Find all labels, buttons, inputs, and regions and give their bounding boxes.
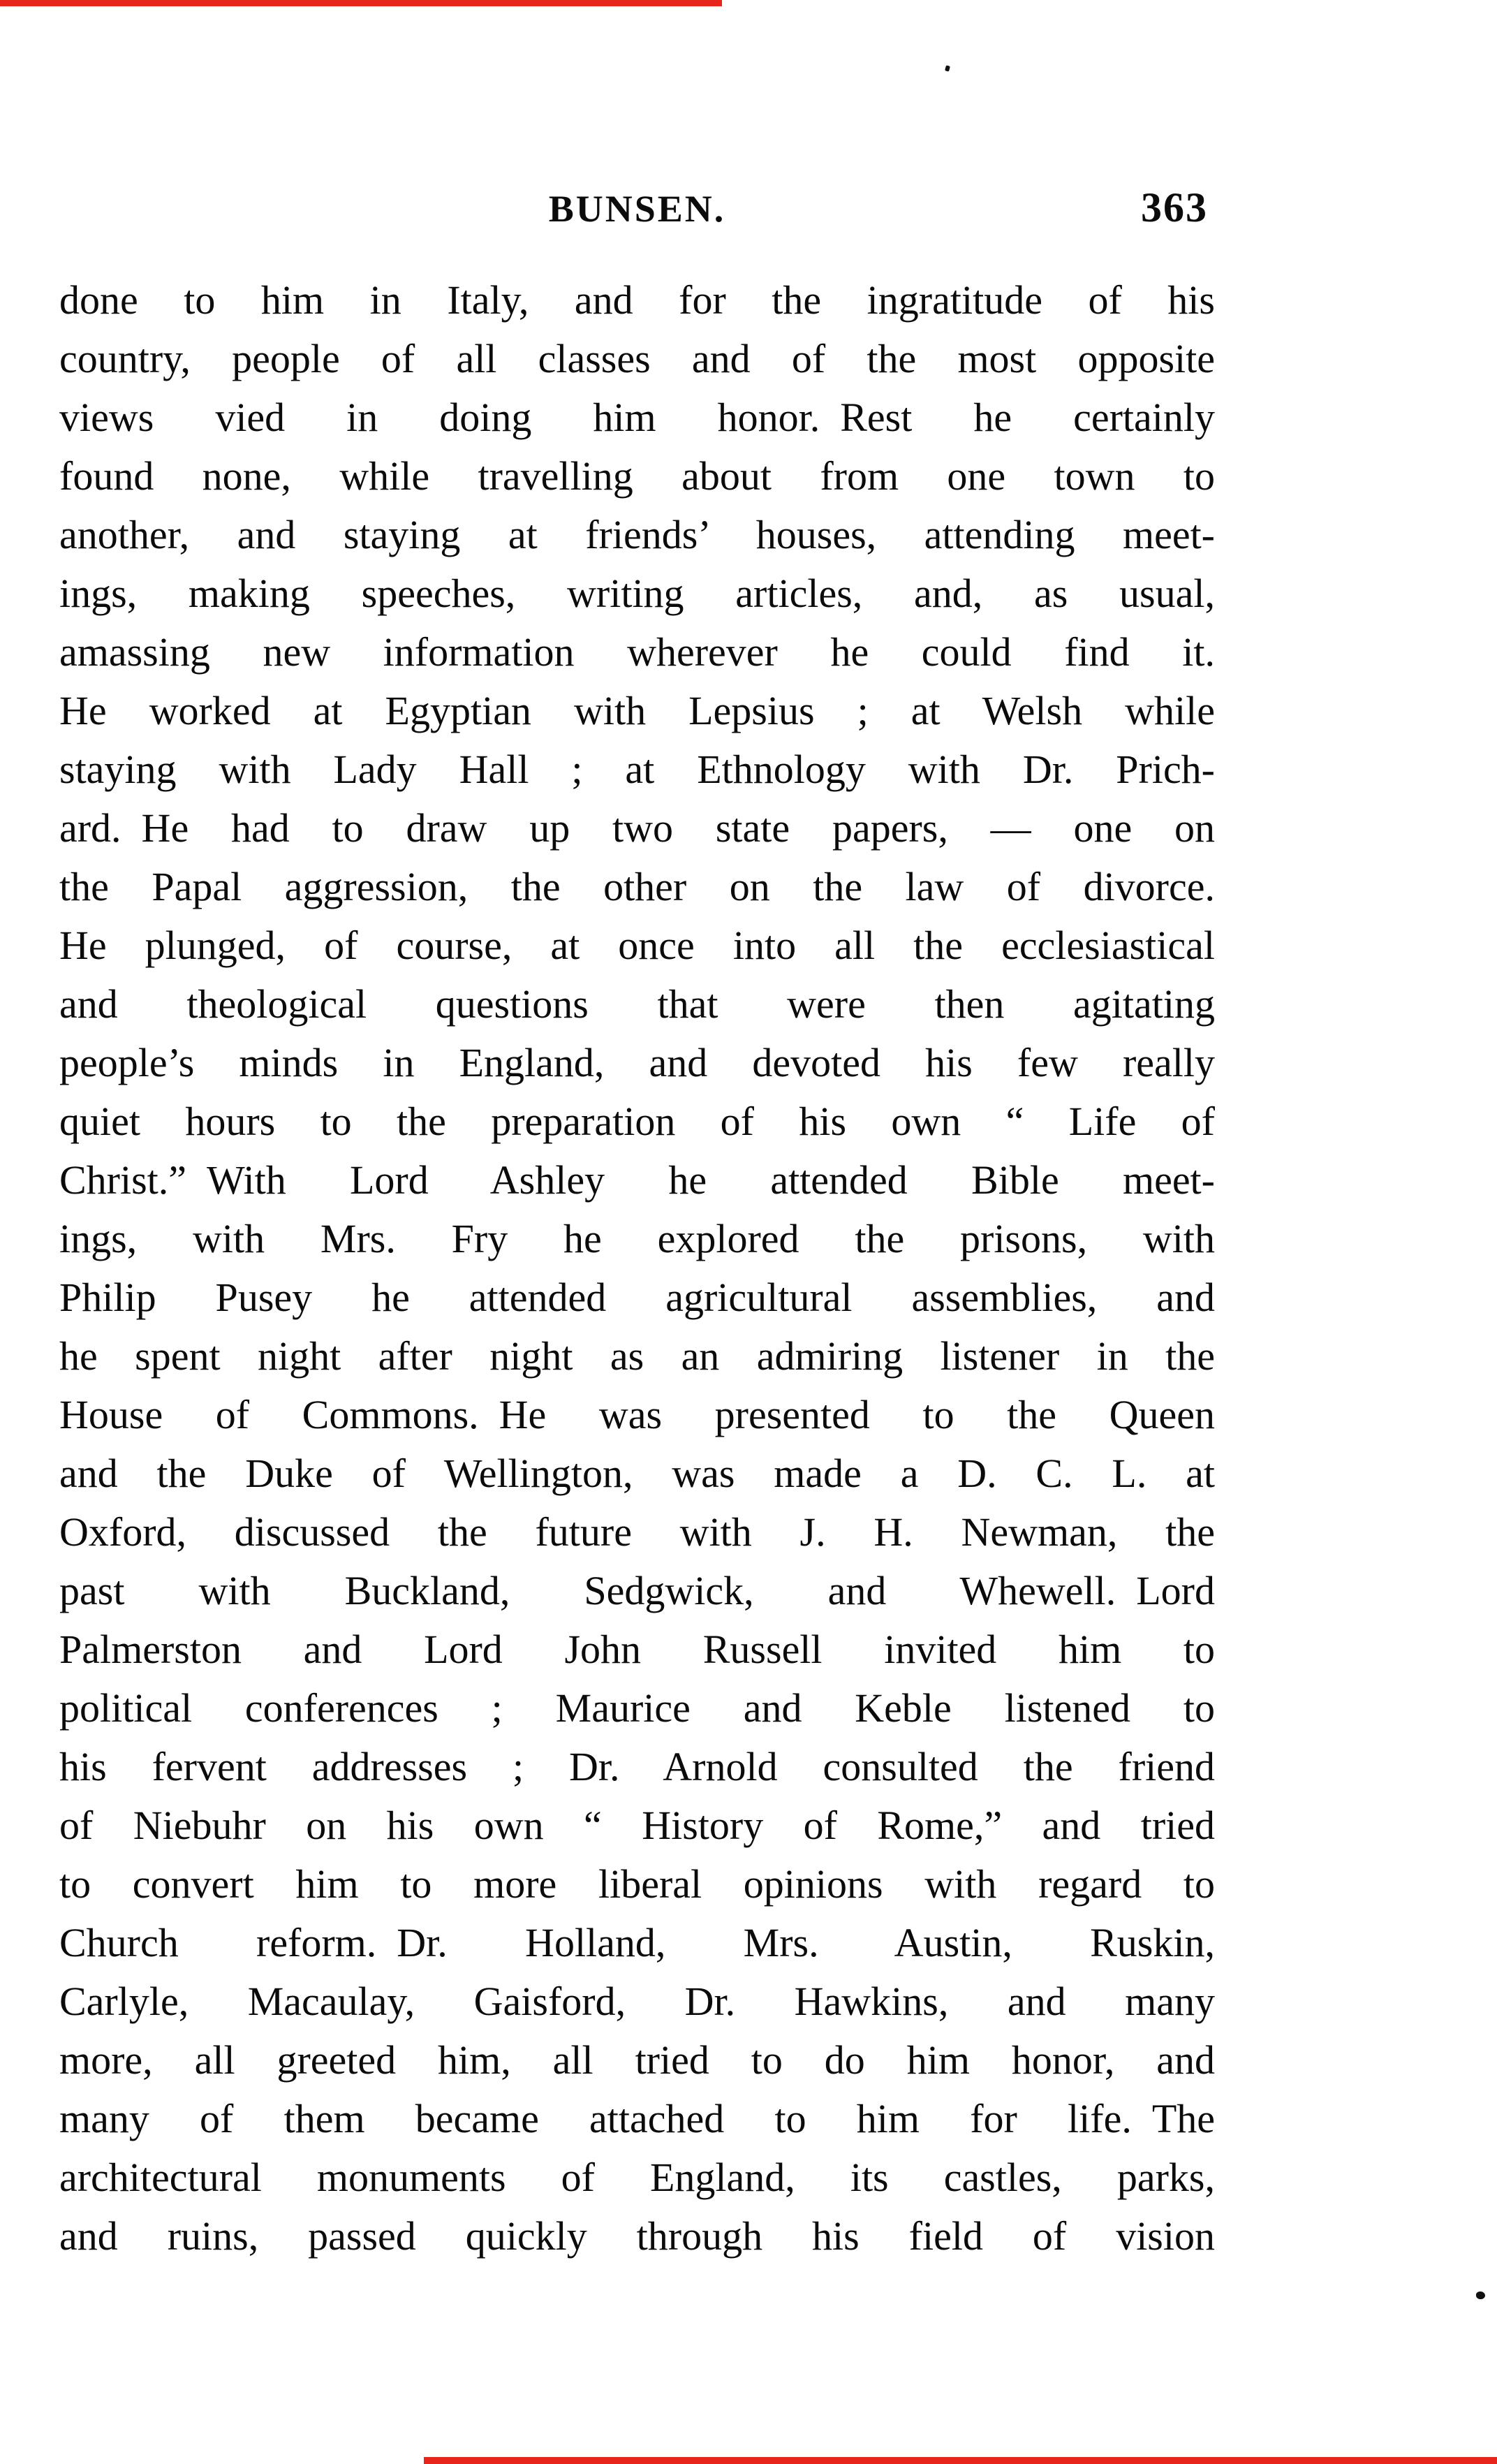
text-line: done to him in Italy, and for the ingratitude of his: [59, 277, 1215, 323]
text-line: House of Commons. He was presented to the Queen: [59, 1392, 1215, 1437]
text-line: the Papal aggression, the other on the law of divorce.: [59, 864, 1215, 909]
text-line: political conferences ; Maurice and Keble listened to: [59, 1685, 1215, 1731]
scan-artifact-bottom-bar: [424, 2457, 1497, 2464]
text-line: past with Buckland, Sedgwick, and Whewell. Lord: [59, 1568, 1215, 1613]
text-line: many of them became attached to him for life. The: [59, 2096, 1215, 2141]
text-line: Church reform. Dr. Holland, Mrs. Austin, Ruskin,: [59, 1920, 1215, 1965]
text-line: he spent night after night as an admiring listener in the: [59, 1333, 1215, 1379]
text-line: He plunged, of course, at once into all the ecclesiastical: [59, 923, 1215, 968]
text-line: Oxford, discussed the future with J. H. Newman, the: [59, 1509, 1215, 1555]
text-line: Christ.” With Lord Ashley he attended Bible meet-: [59, 1157, 1215, 1203]
text-line: He worked at Egyptian with Lepsius ; at Welsh while: [59, 688, 1215, 733]
text-line: architectural monuments of England, its castles, parks,: [59, 2155, 1215, 2200]
text-line: Philip Pusey he attended agricultural assemblies, and: [59, 1275, 1215, 1320]
running-header-title: BUNSEN.: [548, 188, 726, 230]
text-line: ings, making speeches, writing articles, and, as usual,: [59, 571, 1215, 616]
text-line: more, all greeted him, all tried to do him honor, and: [59, 2037, 1215, 2083]
text-line: ings, with Mrs. Fry he explored the prisons, with: [59, 1216, 1215, 1261]
ink-speck-top: [945, 65, 950, 71]
text-line: of Niebuhr on his own “ History of Rome,” and tried: [59, 1803, 1215, 1848]
text-line: staying with Lady Hall ; at Ethnology with Dr. Prich-: [59, 747, 1215, 792]
text-line: and ruins, passed quickly through his field of vision: [59, 2213, 1215, 2259]
text-line: amassing new information wherever he could find it.: [59, 629, 1215, 675]
text-line: another, and staying at friends’ houses, attending meet-: [59, 512, 1215, 557]
text-line: his fervent addresses ; Dr. Arnold consulted the friend: [59, 1744, 1215, 1789]
text-line: quiet hours to the preparation of his own “ Life of: [59, 1099, 1215, 1144]
text-line: Carlyle, Macaulay, Gaisford, Dr. Hawkins, and many: [59, 1979, 1215, 2024]
page-text: [59, 271, 1215, 2266]
text-line: and theological questions that were then agitating: [59, 981, 1215, 1027]
page-number: 363: [1141, 184, 1208, 230]
scan-artifact-top-bar: [0, 0, 722, 6]
text-line: ard. He had to draw up two state papers, — one on: [59, 805, 1215, 851]
text-line: views vied in doing him honor. Rest he certainly: [59, 395, 1215, 440]
text-line: and the Duke of Wellington, was made a D. C. L. at: [59, 1451, 1215, 1496]
page-header: [59, 184, 1215, 230]
text-line: country, people of all classes and of the most opposite: [59, 336, 1215, 381]
text-line: Palmerston and Lord John Russell invited him to: [59, 1627, 1215, 1672]
text-line: to convert him to more liberal opinions with regard to: [59, 1861, 1215, 1907]
text-line: found none, while travelling about from one town to: [59, 453, 1215, 499]
ink-speck-bottom: [1476, 2291, 1485, 2299]
text-line: people’s minds in England, and devoted his few really: [59, 1040, 1215, 1085]
